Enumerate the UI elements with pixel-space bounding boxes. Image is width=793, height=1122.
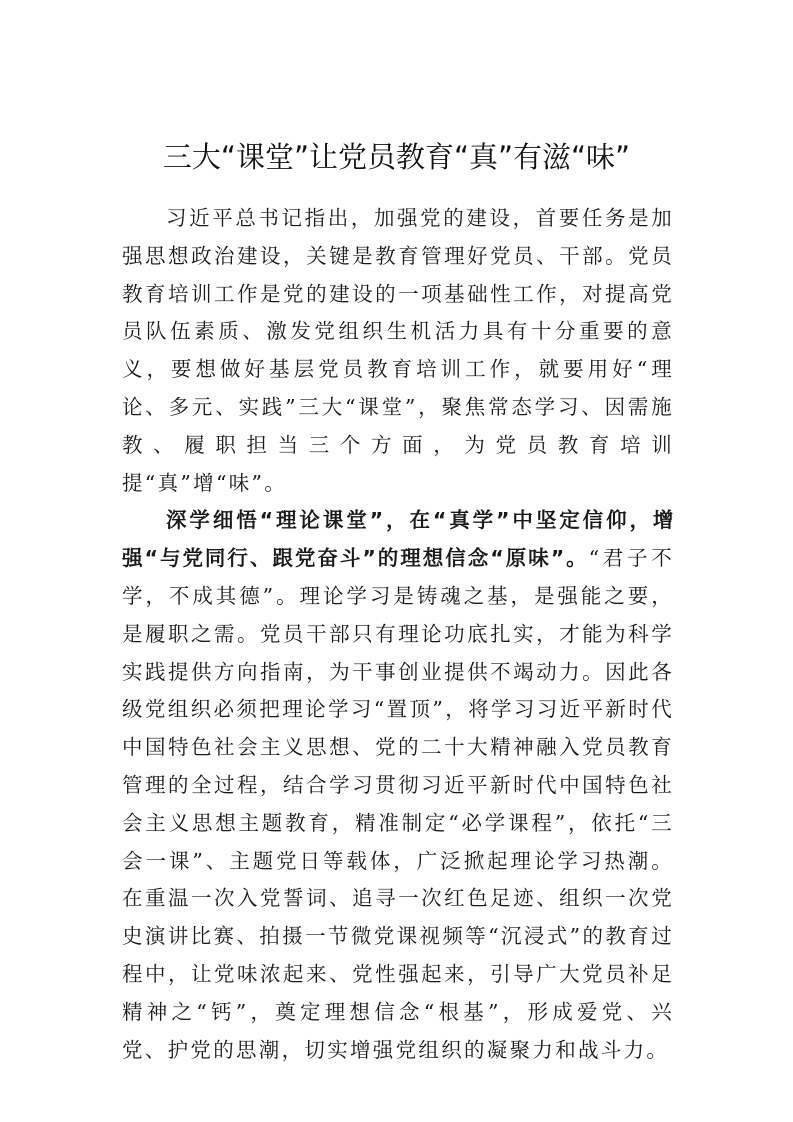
paragraph-intro bbox=[122, 200, 674, 502]
paragraph-text: 习近平总书记指出，加强党的建设，首要任务是加强思想政治建设，关键是教育管理好党员、干部。党员教育培训工作是党的建设的一项基础性工作，对提高党员队伍素质、激发党组织生机活力具有十分重要的意义，要想做好基层党员教育培训工作，就要用好“理论、多元、实践”三大“课堂”，聚焦常态学习、因需施教、履职担当三个方面，为党员教育培训提“真”增“味”。 bbox=[122, 206, 674, 495]
document-body bbox=[122, 200, 674, 1069]
paragraph-theory-classroom bbox=[122, 502, 674, 1069]
paragraph-text: “君子不学，不成其德”。理论学习是铸魂之基，是强能之要，是履职之需。党员干部只有理论功底扎实，才能为科学实践提供方向指南，为干事创业提供不竭动力。因此各级党组织必须把理论学习“置顶”，将学习习近平新时代中国特色社会主义思想、党的二十大精神融入党员教育管理的全过程，结合学习贯彻习近平新时代中国特色社会主义思想主题教育，精准制定“必学课程”，依托“三会一课”、主题党日等载体，广泛掀起理论学习热潮。在重温一次入党誓词、追寻一次红色足迹、组织一次党史演讲比赛、拍摄一节微党课视频等“沉浸式”的教育过程中，让党味浓起来、党性强起来，引导广大党员补足精神之“钙”，奠定理想信念“根基”，形成爱党、兴党、护党的思潮，切实增强党组织的凝聚力和战斗力。 bbox=[122, 546, 675, 1062]
section-heading: 深学细悟“理论课堂”，在“真学”中坚定信仰，增强“与党同行、跟党奋斗”的理想信念“原味”。 bbox=[122, 508, 674, 571]
document-title: 三大“课堂”让党员教育“真”有滋“味” bbox=[162, 140, 631, 174]
